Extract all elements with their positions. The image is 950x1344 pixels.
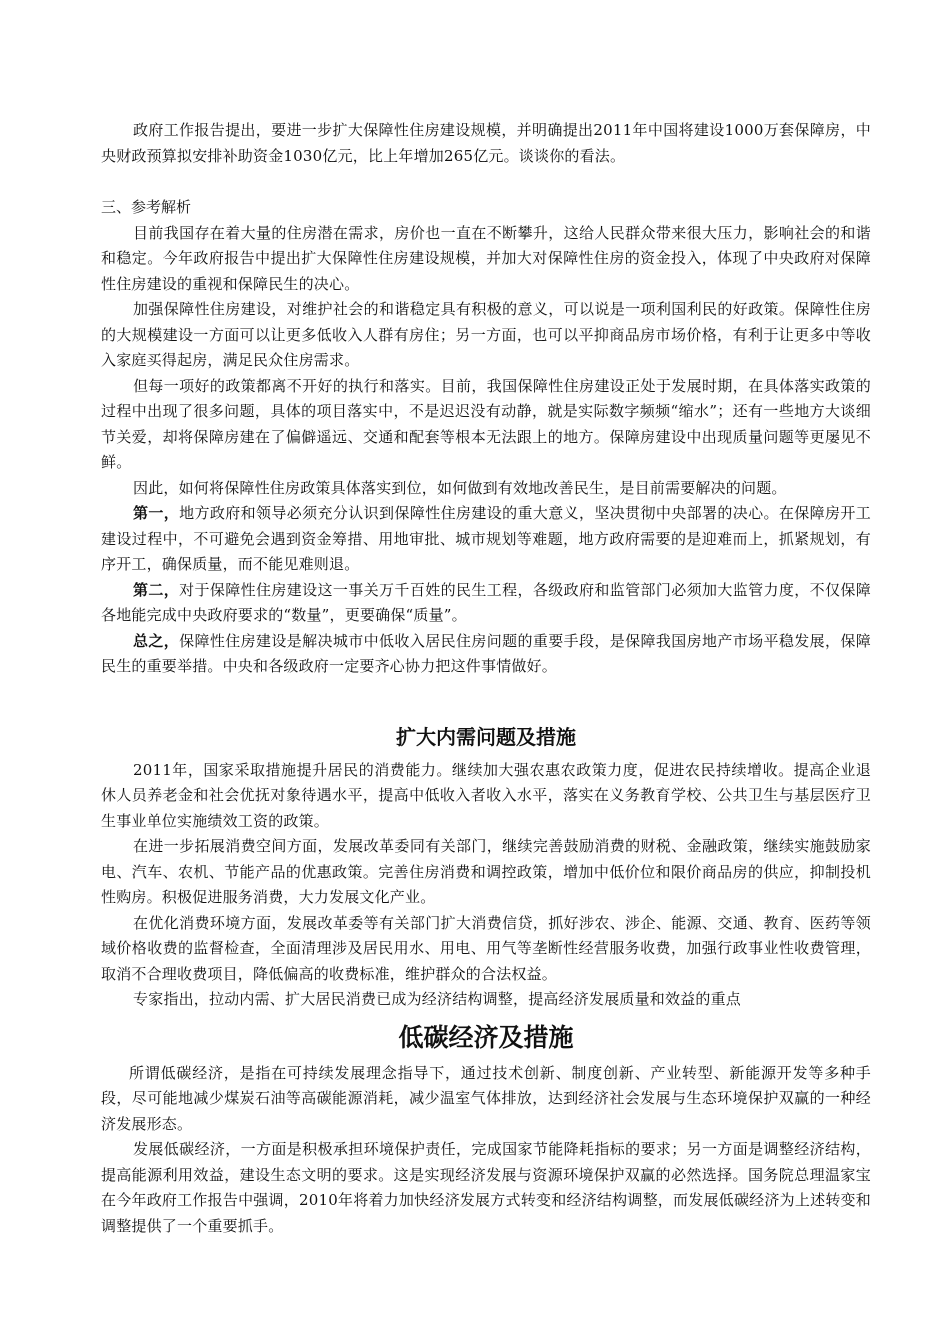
analysis-point-second xyxy=(101,578,871,629)
point-lead: 总之， xyxy=(133,631,180,650)
analysis-point-summary xyxy=(101,629,871,680)
analysis-paragraph: 加强保障性住房建设，对维护社会的和谐稳定具有积极的意义，可以说是一项利国利民的好政策。保障性住房的大规模建设一方面可以让更多低收入人群有房住；另一方面，也可以平抑商品房市场价格，有利于让更多中等收入家庭买得起房，满足民众住房需求。 xyxy=(101,300,871,369)
low-carbon-paragraph: 所谓低碳经济，是指在可持续发展理念指导下，通过技术创新、制度创新、产业转型、新能源开发等多种手段，尽可能地减少煤炭石油等高碳能源消耗，减少温室气体排放，达到经济社会发展与生态环境保护双赢的一种经济发展形态。 xyxy=(101,1063,871,1133)
analysis-point-first xyxy=(101,501,871,578)
point-text: 对于保障性住房建设这一事关万千百姓的民生工程，各级政府和监管部门必须加大监管力度，不仅保障各地能完成中央政府要求的“数量”，更要确保“质量”。 xyxy=(101,580,871,624)
domestic-demand-paragraph: 在优化消费环境方面，发展改革委等有关部门扩大消费信贷，抓好涉农、涉企、能源、交通、教育、医药等领域价格收费的监督检查，全面清理涉及居民用水、用电、用气等垄断性经营服务收费，加强行政事业性收费管理，取消不合理收费项目，降低偏高的收费标准，维护群众的合法权益。 xyxy=(101,913,871,983)
point-text: 保障性住房建设是解决城市中低收入居民住房问题的重要手段，是保障我国房地产市场平稳发展，保障民生的重要举措。中央和各级政府一定要齐心协力把这件事情做好。 xyxy=(101,631,871,675)
analysis-paragraph: 因此，如何将保障性住房政策具体落实到位，如何做到有效地改善民生，是目前需要解决的问题。 xyxy=(133,478,787,497)
domestic-demand-paragraph: 专家指出，拉动内需、扩大居民消费已成为经济结构调整，提高经济发展质量和效益的重点 xyxy=(133,990,742,1008)
low-carbon-title: 低碳经济及措施 xyxy=(398,1022,574,1052)
analysis-paragraph: 但每一项好的政策都离不开好的执行和落实。目前，我国保障性住房建设正处于发展时期，在具体落实政策的过程中出现了很多问题，具体的项目落实中，不是迟迟没有动静，就是实际数字频频“缩水”；还有一些地方大谈细节关爱，却将保障房建在了偏僻遥远、交通和配套等根本无法跟上的地方。保障房建设中出现质量问题等更屡见不鲜。 xyxy=(101,376,871,471)
low-carbon-paragraph: 发展低碳经济，一方面是积极承担环境保护责任，完成国家节能降耗指标的要求；另一方面是调整经济结构，提高能源利用效益，建设生态文明的要求。这是实现经济发展与资源环境保护双赢的必然选择。国务院总理温家宝在今年政府工作报告中强调，2010年将着力加快经济发展方式转变和经济结构调整，而发展低碳经济为上述转变和调整提供了一个重要抓手。 xyxy=(101,1140,871,1235)
point-text: 地方政府和领导必须充分认识到保障性住房建设的重大意义，坚决贯彻中央部署的决心。在保障房开工建设过程中，不可避免会遇到资金筹措、用地审批、城市规划等难题，地方政府需要的是迎难而上，抓紧规划，有序开工，确保质量，而不能见难则退。 xyxy=(101,504,871,573)
domestic-demand-title: 扩大内需问题及措施 xyxy=(396,724,576,749)
domestic-demand-paragraph: 2011年，国家采取措施提升居民的消费能力。继续加大强农惠农政策力度，促进农民持续增收。提高企业退休人员养老金和社会优抚对象待遇水平，提高中低收入者收入水平，落实在义务教育学校、公共卫生与基层医疗卫生事业单位实施绩效工资的政策。 xyxy=(101,760,871,830)
question-paragraph: 政府工作报告提出，要进一步扩大保障性住房建设规模，并明确提出2011年中国将建设1000万套保障房，中央财政预算拟安排补助资金1030亿元，比上年增加265亿元。谈谈你的看法。 xyxy=(101,121,871,165)
point-lead: 第一， xyxy=(133,504,180,522)
analysis-paragraph: 目前我国存在着大量的住房潜在需求，房价也一直在不断攀升，这给人民群众带来很大压力，影响社会的和谐和稳定。今年政府报告中提出扩大保障性住房建设规模，并加大对保障性住房的资金投入，体现了中央政府对保障性住房建设的重视和保障民生的决心。 xyxy=(101,223,871,293)
analysis-label: 三、参考解析 xyxy=(101,198,192,216)
domestic-demand-paragraph: 在进一步拓展消费空间方面，发展改革委同有关部门，继续完善鼓励消费的财税、金融政策，继续实施鼓励家电、汽车、农机、节能产品的优惠政策。完善住房消费和调控政策，增加中低价位和限价商品房的供应，抑制投机性购房。积极促进服务消费，大力发展文化产业。 xyxy=(101,837,871,906)
document-page xyxy=(101,118,871,1239)
point-lead: 第二， xyxy=(133,580,180,599)
